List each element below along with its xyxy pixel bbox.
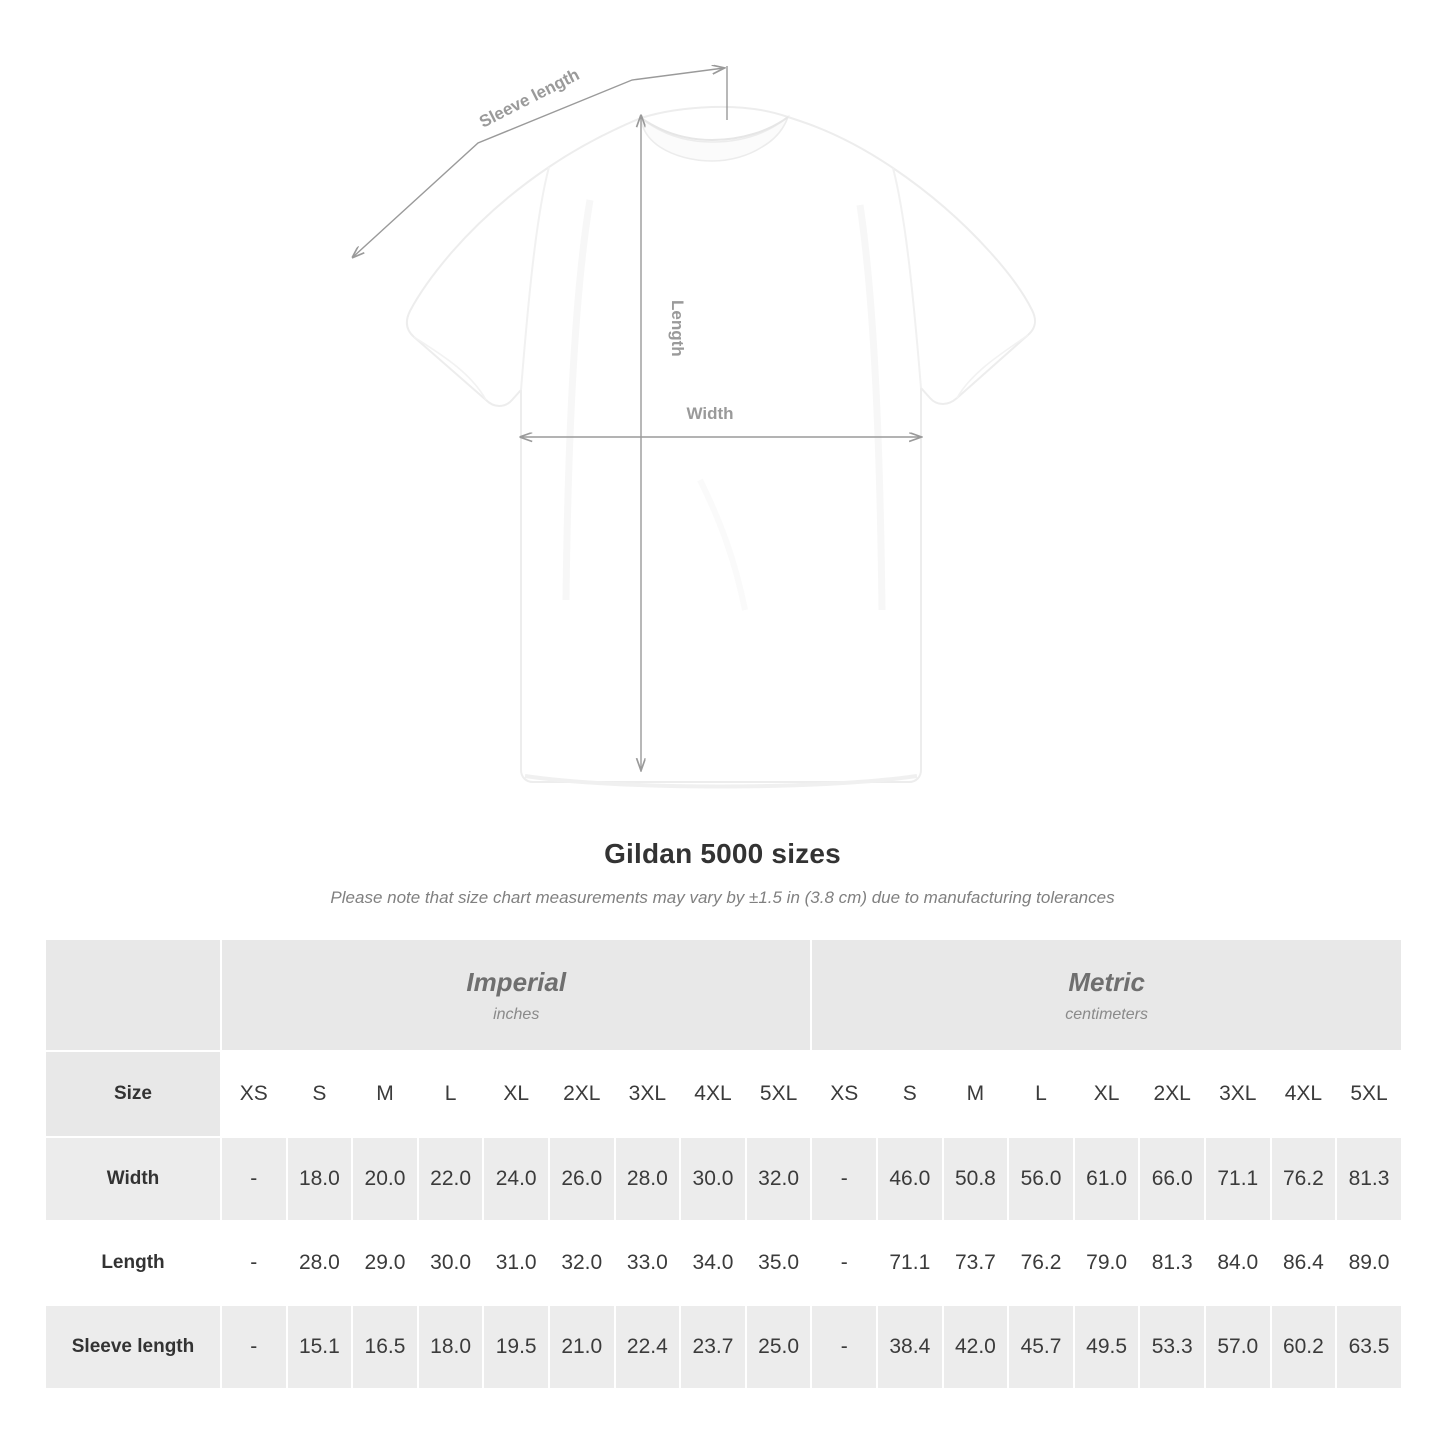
unit-header-row [45,939,1402,1051]
cell-width-imperial-4xl: 30.0 [680,1137,746,1221]
tolerance-note: Please note that size chart measurements may vary by ±1.5 in (3.8 cm) due to manufacturing tolerances [330,888,1115,907]
cell-width-imperial-xl: 24.0 [483,1137,549,1221]
cell-length-metric-m: 73.7 [943,1221,1009,1305]
cell-length-imperial-l: 30.0 [418,1221,484,1305]
size-header-metric-4xl: 4XL [1271,1051,1337,1137]
length-label: Length [668,300,687,357]
cell-length-imperial-3xl: 33.0 [615,1221,681,1305]
cell-sleeve-metric-2xl: 53.3 [1139,1305,1205,1389]
size-header-metric-2xl: 2XL [1139,1051,1205,1137]
cell-width-imperial-l: 22.0 [418,1137,484,1221]
size-header-metric-5xl: 5XL [1336,1051,1402,1137]
cell-width-imperial-3xl: 28.0 [615,1137,681,1221]
size-header-imperial-xl: XL [483,1051,549,1137]
size-header-metric-l: L [1008,1051,1074,1137]
cell-sleeve-metric-5xl: 63.5 [1336,1305,1402,1389]
cell-sleeve-metric-m: 42.0 [943,1305,1009,1389]
cell-width-imperial-xs: - [221,1137,287,1221]
cell-length-imperial-xs: - [221,1221,287,1305]
cell-width-metric-s: 46.0 [877,1137,943,1221]
cell-width-imperial-2xl: 26.0 [549,1137,615,1221]
cell-sleeve-metric-l: 45.7 [1008,1305,1074,1389]
cell-sleeve-imperial-xs: - [221,1305,287,1389]
cell-length-metric-3xl: 84.0 [1205,1221,1271,1305]
cell-length-imperial-4xl: 34.0 [680,1221,746,1305]
size-header-metric-m: M [943,1051,1009,1137]
sleeve-length-label: Sleeve length [476,64,583,132]
cell-sleeve-imperial-5xl: 25.0 [746,1305,812,1389]
cell-sleeve-metric-3xl: 57.0 [1205,1305,1271,1389]
unit-group-imperial [221,939,811,1051]
cell-length-metric-s: 71.1 [877,1221,943,1305]
cell-sleeve-metric-xl: 49.5 [1074,1305,1140,1389]
cell-sleeve-imperial-2xl: 21.0 [549,1305,615,1389]
cell-width-imperial-m: 20.0 [352,1137,418,1221]
page-title: Gildan 5000 sizes [604,838,841,869]
table-row [45,1137,1402,1221]
size-header-imperial-m: M [352,1051,418,1137]
unit-group-metric-sub: centimeters [1065,1005,1148,1023]
cell-sleeve-imperial-m: 16.5 [352,1305,418,1389]
cell-width-metric-xs: - [811,1137,877,1221]
cell-sleeve-metric-xs: - [811,1305,877,1389]
cell-length-imperial-s: 28.0 [287,1221,353,1305]
row-label-width: Width [45,1137,221,1221]
cell-width-metric-3xl: 71.1 [1205,1137,1271,1221]
cell-sleeve-metric-s: 38.4 [877,1305,943,1389]
size-chart-table [44,938,1403,1390]
title-block [0,838,1445,908]
cell-sleeve-imperial-l: 18.0 [418,1305,484,1389]
cell-width-metric-2xl: 66.0 [1139,1137,1205,1221]
width-label: Width [686,404,734,423]
size-table-wrap [44,938,1401,1390]
size-header-imperial-4xl: 4XL [680,1051,746,1137]
size-header-imperial-l: L [418,1051,484,1137]
size-header-imperial-2xl: 2XL [549,1051,615,1137]
cell-length-imperial-5xl: 35.0 [746,1221,812,1305]
cell-width-metric-4xl: 76.2 [1271,1137,1337,1221]
cell-width-imperial-s: 18.0 [287,1137,353,1221]
tshirt-shape [407,107,1035,787]
size-header-imperial-s: S [287,1051,353,1137]
size-header-metric-3xl: 3XL [1205,1051,1271,1137]
cell-length-metric-5xl: 89.0 [1336,1221,1402,1305]
cell-sleeve-metric-4xl: 60.2 [1271,1305,1337,1389]
unit-group-imperial-name: Imperial [466,966,567,997]
size-header-imperial-5xl: 5XL [746,1051,812,1137]
cell-sleeve-imperial-3xl: 22.4 [615,1305,681,1389]
table-row [45,1221,1402,1305]
size-header-metric-xs: XS [811,1051,877,1137]
cell-length-imperial-m: 29.0 [352,1221,418,1305]
size-header-metric-xl: XL [1074,1051,1140,1137]
cell-length-imperial-xl: 31.0 [483,1221,549,1305]
size-header-metric-s: S [877,1051,943,1137]
row-header-size: Size [45,1051,221,1137]
cell-sleeve-imperial-s: 15.1 [287,1305,353,1389]
cell-width-metric-xl: 61.0 [1074,1137,1140,1221]
cell-width-metric-5xl: 81.3 [1336,1137,1402,1221]
cell-sleeve-imperial-4xl: 23.7 [680,1305,746,1389]
cell-width-metric-l: 56.0 [1008,1137,1074,1221]
cell-width-metric-m: 50.8 [943,1137,1009,1221]
row-label-length: Length [45,1221,221,1305]
cell-length-metric-l: 76.2 [1008,1221,1074,1305]
table-corner-cell [45,939,221,1051]
cell-length-metric-2xl: 81.3 [1139,1221,1205,1305]
cell-width-imperial-5xl: 32.0 [746,1137,812,1221]
size-header-imperial-xs: XS [221,1051,287,1137]
unit-group-metric [811,939,1401,1051]
cell-length-metric-4xl: 86.4 [1271,1221,1337,1305]
cell-length-metric-xl: 79.0 [1074,1221,1140,1305]
table-row [45,1305,1402,1389]
size-header-imperial-3xl: 3XL [615,1051,681,1137]
cell-sleeve-imperial-xl: 19.5 [483,1305,549,1389]
row-label-sleeve-length: Sleeve length [45,1305,221,1389]
cell-length-metric-xs: - [811,1221,877,1305]
unit-group-metric-name: Metric [1068,966,1145,997]
size-header-row [45,1051,1402,1137]
unit-group-imperial-sub: inches [493,1005,540,1023]
cell-length-imperial-2xl: 32.0 [549,1221,615,1305]
